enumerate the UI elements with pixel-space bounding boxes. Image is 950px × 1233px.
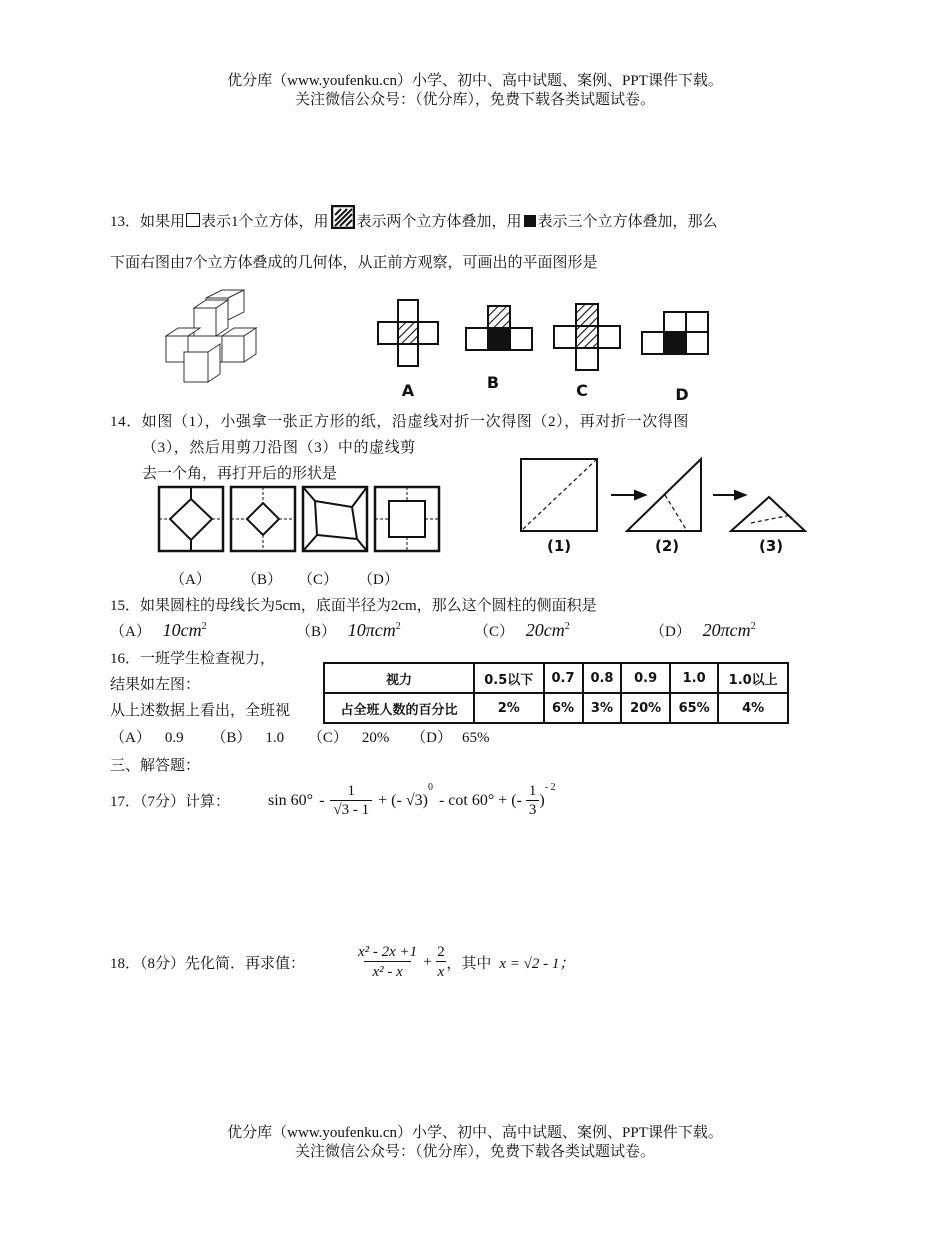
q18-fraction-2: $\frac{2}{x}$ xyxy=(437,943,445,980)
q18-expression: x² - 2x +1 x² - x + $\frac{2}{x}$ ，其中 x = √2 - 1； xyxy=(358,943,575,980)
q13-figure-d xyxy=(642,312,708,354)
q16-line-2: 结果如左图： xyxy=(110,677,201,693)
q14-line-3: 去一个角，再打开后的形状是 xyxy=(142,466,338,482)
q13-line-2: 下面右图由7个立方体叠成的几何体，从正前方观察，可画出的平面图形是 xyxy=(110,255,598,271)
q18-prefix: 18．（8分）先化简．再求值： xyxy=(110,956,306,972)
table-cell: 1.0 xyxy=(670,663,718,693)
q18-fraction-1: x² - 2x +1 x² - x xyxy=(358,943,418,980)
q16-options: （A） 0.9 （B） 1.0 （C） 20% （D） 65% xyxy=(110,730,490,746)
percentage-header-cell: 占全班人数的百分比 xyxy=(324,693,474,723)
black-square-icon xyxy=(524,215,536,227)
q16-line-3: 从上述数据上看出，全班视 xyxy=(110,703,291,719)
q13-figure-b xyxy=(466,306,532,350)
table-cell: 65% xyxy=(670,693,718,723)
table-cell: 3% xyxy=(583,693,622,723)
q17-prefix: 17．（7分）计算： xyxy=(110,794,231,810)
q17-fraction: 1 √3 - 1 xyxy=(330,783,372,819)
vision-header-cell: 视力 xyxy=(324,663,474,693)
table-cell: 2% xyxy=(474,693,544,723)
vision-table xyxy=(323,662,789,724)
q15-option-a: （A） $10cm^2$ xyxy=(110,620,207,640)
q14-line-1: 14．如图（1），小强拿一张正方形的纸，沿虚线对折一次得图（2），再对折一次得图 xyxy=(110,414,690,430)
q13-option-b-label: B xyxy=(486,373,500,392)
q17-fraction-2: 1 3 xyxy=(526,783,540,819)
header-line-1: 优分库（www.youfenku.cn）小学、初中、高中试题、案例、PPT课件下载。 xyxy=(227,73,723,89)
table-cell: 1.0以上 xyxy=(718,663,788,693)
q15-text: 15．如果圆柱的母线长为5cm，底面半径为2cm，那么这个圆柱的侧面积是 xyxy=(110,598,597,614)
footer-line-1: 优分库（www.youfenku.cn）小学、初中、高中试题、案例、PPT课件下载。 xyxy=(227,1125,723,1141)
q16-line-1: 16．一班学生检查视力， xyxy=(110,651,276,667)
q14-option-c: （C） xyxy=(298,572,339,588)
q13-option-figures xyxy=(372,296,722,406)
q15-option-d: （D） 20πcm$^2$ xyxy=(650,620,756,640)
q13-line-1: 13．如果用 表示1个立方体，用 表示两个立方体叠加，用 表示三个立方体叠加，那么 xyxy=(110,205,718,231)
single-cube-icon xyxy=(186,213,200,227)
q14-option-b: （B） xyxy=(242,572,283,588)
q14-option-d: （D） xyxy=(358,572,399,588)
header-line-2: 关注微信公众号：（优分库），免费下载各类试题试卷。 xyxy=(294,92,655,108)
q15-option-c: （C） $20cm^2$ xyxy=(474,620,570,640)
table-cell: 0.7 xyxy=(544,663,583,693)
q13-option-d-label: D xyxy=(675,385,689,404)
footer-line-2: 关注微信公众号：（优分库），免费下载各类试题试卷。 xyxy=(294,1144,655,1160)
section-3-title: 三、解答题： xyxy=(110,758,201,774)
q15-option-b: （B） 10πcm$^2$ xyxy=(296,620,401,640)
cube-solid-figure xyxy=(158,288,268,388)
vision-table-row xyxy=(324,663,788,693)
q13-option-c-label: C xyxy=(576,381,588,400)
q14-fig2-label: (2) xyxy=(655,537,680,555)
q13-figure-c xyxy=(554,304,620,370)
q14-option-a: （A） xyxy=(170,572,211,588)
q17-expression: sin 60° - 1 √3 - 1 + (- √3) 0 - cot 60° + (- 1 3 ) - 2 xyxy=(268,782,556,818)
q14-fig1-label: (1) xyxy=(547,537,572,555)
q13-option-a-label: A xyxy=(401,381,415,400)
table-cell: 0.5以下 xyxy=(474,663,544,693)
q14-folding-figures xyxy=(515,455,815,560)
table-cell: 6% xyxy=(544,693,583,723)
q14-line-2: （3），然后用剪刀沿图（3）中的虚线剪 xyxy=(142,440,416,456)
q14-answer-figures xyxy=(155,485,445,555)
hatched-square-icon xyxy=(331,205,355,229)
table-cell: 20% xyxy=(621,693,669,723)
table-cell: 0.9 xyxy=(621,663,669,693)
table-cell: 0.8 xyxy=(583,663,622,693)
q14-fig3-label: (3) xyxy=(759,537,784,555)
percentage-table-row xyxy=(324,693,788,723)
table-cell: 4% xyxy=(718,693,788,723)
q13-figure-a xyxy=(378,300,438,366)
